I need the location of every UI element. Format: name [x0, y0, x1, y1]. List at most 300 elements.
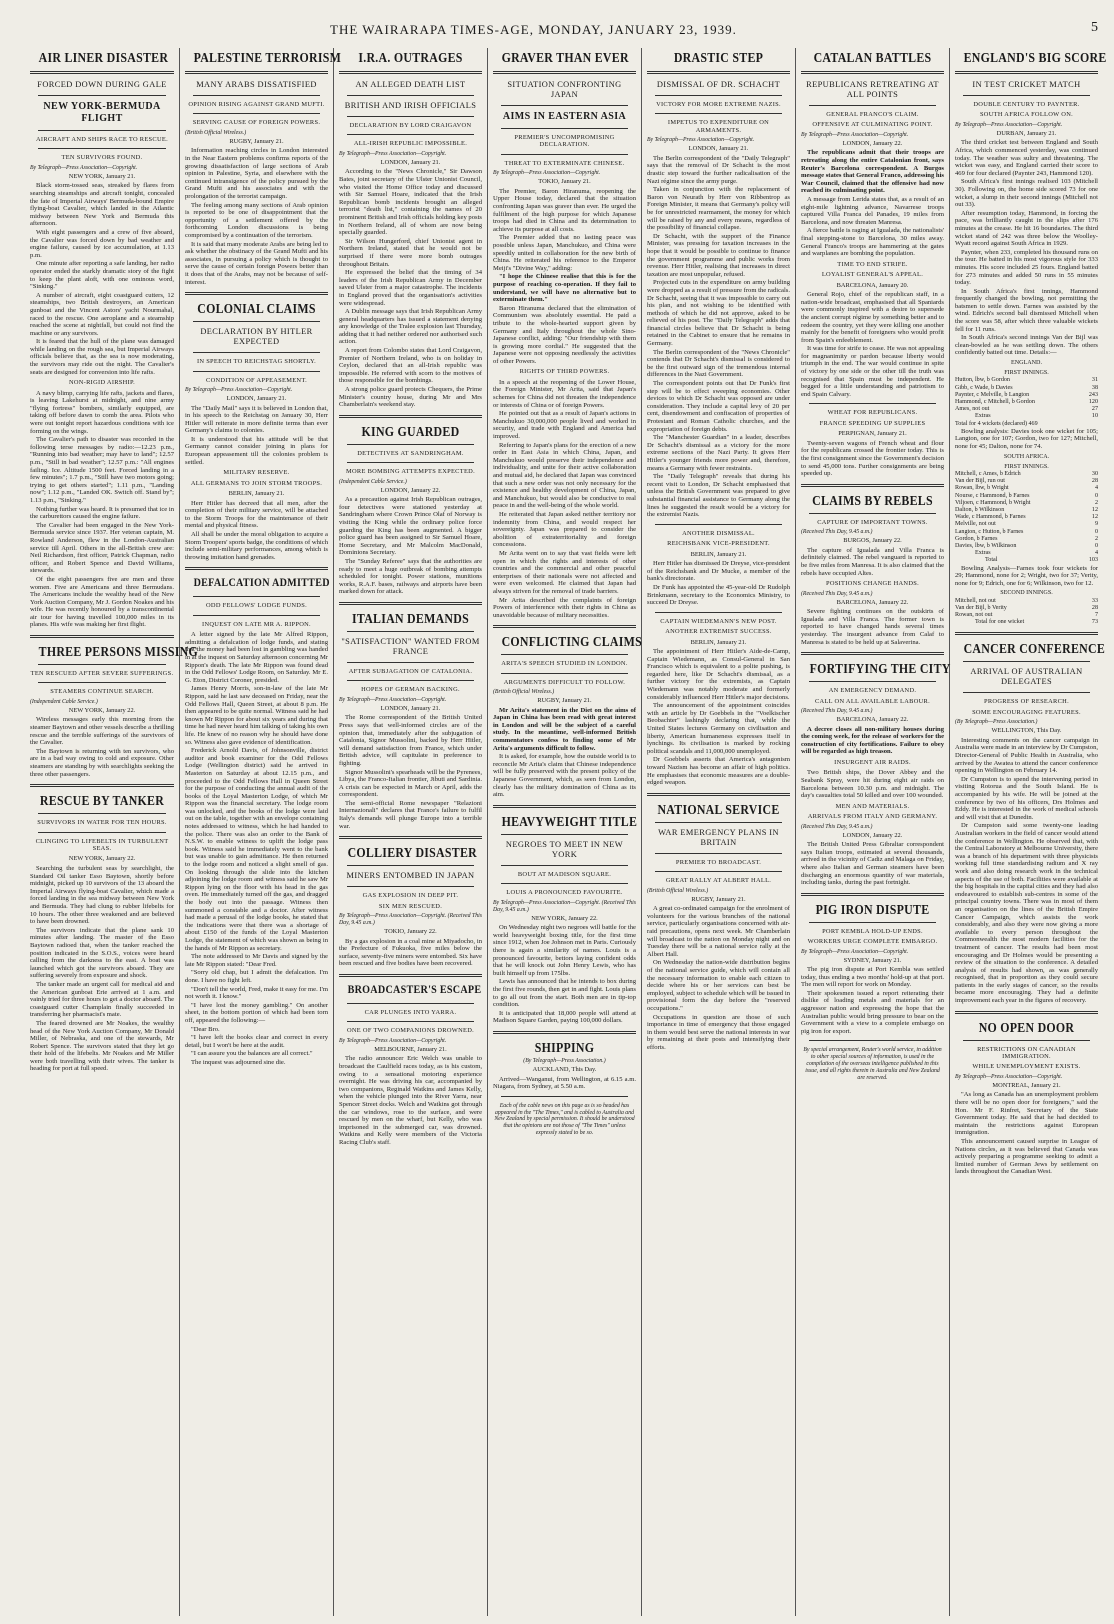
credit-line: By Telegraph—Press Association—Copyright. — [339, 1037, 447, 1044]
dateline: LONDON, January 21. — [380, 158, 441, 166]
headline-broadcasters-escape: BROADCASTER'S ESCAPE — [347, 984, 482, 997]
headline-claims-by-rebels: CLAIMS BY REBELS — [812, 492, 933, 508]
paragraph: "I hope the Chinese realise that this is for the purpose of reaching co-operation. If they fail to understand, we will have no alternative but to exterminate them." — [493, 273, 636, 304]
score-row: Hutton, lbw, b Gordon 31 — [955, 377, 1098, 384]
score-row: Gibb, c Wade, b Davies 38 — [955, 384, 1098, 391]
paragraph: By a gas explosion in a coal mine at Miyadocho, in the Prefecture of Fukuoka, five miles below the surface, seventy-five miners were entombed. Six have been rescued and five bodies have been recovered. — [339, 937, 482, 968]
divider — [38, 664, 166, 665]
divider — [339, 415, 482, 418]
divider — [347, 865, 474, 866]
subhead: LOUIS A PRONOUNCED FAVOURITE. — [506, 889, 623, 897]
headline-pig-iron-dispute: PIG IRON DISPUTE — [815, 901, 930, 917]
subhead: ANOTHER DISMISSAL. — [682, 529, 755, 537]
paragraph: Mr Arita described the complaints of foreign Powers of interference with their rights in China as unavoidable because of military necessities. — [493, 596, 636, 619]
score-row: Wade, c Hammond, b Farnes 12 — [955, 514, 1098, 521]
paragraph: The Rome correspondent of the British United Press says that well-informed circles are of the opinion that, immediately after the subjugation of Catalonia, Signor Mussolini, backed by Herr Hitler, will demand satisfaction from France, which under British advice, will capitulate in preference to fighting. — [339, 714, 482, 767]
divider — [339, 602, 482, 605]
deck: MANY ARABS DISSATISFIED — [196, 80, 317, 89]
divider — [963, 1040, 1090, 1041]
divider — [339, 836, 482, 839]
score-row: Melville, not out 9 — [955, 521, 1098, 528]
divider — [809, 513, 936, 514]
subhead: MEN AND MATERIALS. — [835, 802, 910, 810]
paragraph: Dr Cumpston said some twenty-one leading Australian workers in the field of cancer would attend the conference in Wellington. He observed that, with the Central Laboratory at Melbourne University, there was a branch of his department with three physicists working full time standardising radium and X ray work and also doing research work in the technical aspects of the use of both. Facilities were available at the big hospitals in the capital cities and they had also endeavoured to establish sub-centres in some of the principal country towns. There was in most of them an organisation on the lines of the British Empire Cancer Campaign, which assists the work considerably, and also they were now giving a more available to every person throughout the Commonwealth the most modern facilities for the treatment of cancer. The results had been most encouraging and Dr Holmes would be presenting a review of the situation to the conference. A detailed analysis of results had shown, as was generally recognised, that in proportion as they could secure patients in the early stages of cancer, so the results became more encouraging. They had a definite improvement each year in the figures of recovery. — [955, 822, 1098, 1005]
score-row: Mitchell, not out 33 — [955, 597, 1098, 604]
paragraph: In South Africa's first innings, Hammond frequently changed the bowling, not permitting the batsmen to settle down. Farnes was assisted by the wind. Edrich's second ball dismissed Mitchell when the score was 58, after which three valuable wickets fell for 11 runs. — [955, 287, 1098, 333]
divider — [501, 105, 628, 106]
divider — [347, 134, 474, 135]
deck: DECLARATION BY HITLER EXPECTED — [200, 327, 313, 347]
subhead: HOPES OF GERMAN BACKING. — [361, 686, 460, 694]
paragraph: The "Daily Telegraph" reveals that during his recent visit to London, Dr Schacht emphasised that unless the British Government was prepared to give substantial financial assistance to Germany along the lines he suggested the result would be a victory for the extremist Nazis. — [647, 473, 790, 519]
score-total: Total for 4 wickets (declared) 469 — [955, 420, 1038, 427]
subhead: DETECTIVES AT SANDRINGHAM. — [357, 449, 464, 457]
divider — [193, 596, 320, 597]
paragraph: Projected cuts in the expenditure on army building were dropped as a result of pressure from the radicals. Dr Schacht, seeing that it was impossible to carry out his plan, and not wishing to be identified with methods of which he did not approve, asked to be relieved of his post. The "Daily Telegraph" adds that financial circles believe that Dr Schacht is being retained in the Cabinet to ensure that he remains in Germany. — [647, 279, 790, 348]
paragraph: Lewis has announced that he intends to box during the first five rounds, then get in and fight. Louis plans to go all out from the start. Both men are in tip-top condition. — [493, 978, 636, 1009]
subhead: CONDITION OF APPEASEMENT. — [206, 376, 307, 384]
subhead: GREAT RALLY AT ALBERT HALL. — [665, 877, 772, 885]
paragraph: In a speech at the reopening of the Lower House, the Foreign Minister, Mr Arita, said that Japan's schemes for China did not threaten the independence or interests of China or of foreign Powers. — [493, 378, 636, 409]
divider — [801, 71, 944, 74]
subhead: ALL-IRISH REPUBLIC IMPOSSIBLE. — [353, 140, 468, 148]
credit-line: By Telegraph—Press Association—Copyright. — [801, 131, 909, 138]
subhead: STEAMERS CONTINUE SEARCH. — [50, 688, 154, 696]
column-3 — [333, 48, 487, 1616]
credit-line: (Independent Cable Service.) — [30, 698, 98, 705]
score-row: Nourse, c Hammond, b Farnes 0 — [955, 492, 1098, 499]
subhead: CALL ON ALL AVAILABLE LABOUR. — [814, 697, 931, 705]
dateline: TOKIO, January 22. — [384, 928, 437, 936]
dateline: BURGOS, January 22. — [843, 537, 902, 545]
paragraph: Signor Mussolini's spearheads will be the Pyrenees, Libya, the Franco-Italian frontier, Jibuti and Sardinia. A crisis can be expected in March or April, adds the correspondent. — [339, 768, 482, 799]
paragraph: A fierce battle is raging at Igualada, the nationalists' final stepping-stone to Barcelona, 30 miles away. General Franco's troops are hammering at the gates and warplanes are bombing the population. — [801, 227, 944, 258]
paragraph: It is asked, for example, how the outside world is to reconcile Mr Arita's claim that Chinese independence will be fully preserved with the present policy of the Japanese Government, which, as seen from London, clearly has the military domination of China as its aim. — [493, 753, 636, 799]
paragraph: This announcement caused surprise in League of Nations circles, as it was believed that Canada was actively preparing a programme seeking to admit a limited number of German Jews by settlement on lands throughout the Canadian West. — [955, 1138, 1098, 1176]
paragraph: Wireless messages early this morning from the steamer Baytown and other vessels describe a thrilling rescue and the terrible sufferings of the survivors of the Cavalier. — [30, 716, 174, 747]
subhead: CAPTAIN WIEDEMANN'S NEW POST. — [660, 617, 777, 625]
divider — [347, 444, 474, 445]
deck: MINERS ENTOMBED IN JAPAN — [346, 871, 475, 881]
dateline: DURBAN, January 21. — [996, 129, 1057, 137]
paragraph: Arrived—Wanganui, from Wellington, at 6.15 a.m. Niagara, from Sydney, at 5.50 a.m. — [493, 1075, 636, 1091]
divider — [963, 692, 1090, 693]
divider — [30, 635, 174, 638]
paragraph: Their spokesmen issued a report reiterating their dislike of loading metals and materials for an aggressor nation and expressing the hope that the Australian public would bring pressure to bear on the Government with a view to a complete embargo on pig iron for export. — [801, 989, 944, 1035]
reuters-note: By special arrangement, Reuter's world service, in addition to other special sources of information, is used in the compilation of the overseas intelligence published in this issue, and all rights therein in Australia and New Zealand are reserved. — [803, 1047, 942, 1081]
paragraph: It is feared that the hull of the plane was damaged while landing on the rough sea, but Imperial Airways officials believe that, as the sea is now moderating, the survivors may ride out the night. The Cavalier's seats are designed for conversion into life rafts. — [30, 338, 174, 376]
paragraph: "Dear Bro. — [191, 1025, 220, 1033]
paragraph: The Premier, Baron Hiranuma, reopening the Upper House today, declared that the situation confronting Japan was graver than ever. He urged the fulfilment of the high purpose for which Japanese troops had died in China and its determination to achieve its purpose at all costs. — [493, 187, 636, 233]
headline-colliery-disaster: COLLIERY DISASTER — [347, 845, 477, 861]
subhead: ODD FELLOWS' LODGE FUNDS. — [206, 602, 307, 610]
headline-heavyweight-title: HEAVYWEIGHT TITLE — [501, 813, 638, 829]
divider — [38, 682, 166, 683]
paragraph: The "Sunday Referee" says that the authorities are ready to meet a huge outbreak of bombing attempts scheduled for tonight. Power stations, munitions works, R.A.F. bases, railways and airports have been marked down for attack. — [339, 557, 482, 596]
paragraph: It is said that many moderate Arabs are being led to ask whether the obstinacy of the Grand Mufti and his associates, in pursuing a policy which is thought to serve the cause of certain foreign Powers better than it does that of the Arabs, may not be because of self-interest. — [185, 240, 328, 286]
divider — [809, 105, 936, 106]
credit-line: By Telegraph—Press Association—Copyright. — [801, 948, 909, 955]
divider — [655, 822, 782, 823]
paragraph: Of the eight passengers five are men and three women. Five are Americans and three Bermudans. The Americans include the wealthy head of the New York Auction Company, Mr J. Gordon Noakes and his wife. He was recently honoured by a transcontinental air tour for having travelled 100,000 miles in its planes. His wife was making her first flight. — [30, 575, 174, 629]
score-row: Hammond, c Mitchell, b Gordon 120 — [955, 399, 1098, 406]
divider — [655, 524, 782, 525]
subhead: ONE OF TWO COMPANIONS DROWNED. — [346, 1027, 475, 1035]
dateline: NEW YORK, January 22. — [531, 914, 598, 922]
subhead: DECLARATION BY LORD CRAIGAVON — [349, 122, 472, 129]
subhead: REICHSBANK VICE-PRESIDENT. — [667, 540, 770, 548]
paragraph: The Berlin correspondent of the "Daily Telegraph" says that the removal of Dr Schacht is the most drastic step toward the further radicalisation of the Nazi régime since the army purge. — [647, 154, 790, 185]
divider — [493, 1031, 636, 1034]
divider — [347, 1021, 474, 1022]
credit-line: By Telegraph—Press Association—Copyright. — [647, 137, 755, 144]
divider — [655, 113, 782, 114]
score-row: Viljoen, c Hammond, b Wright 2 — [955, 499, 1098, 506]
divider — [347, 116, 474, 117]
paragraph: He expressed the belief that the timing of 34 leaders of the Irish Republican Army in December saved Ulster from a major catastrophe. The incidents in England proved that the organisation's activities were widespread. — [339, 269, 482, 307]
paragraph: The Berlin correspondent of the "News Chronicle" contends that Dr Schacht's dismissal is considered to be the first outward sign of the tremendous internal differences in the Nazi Government. — [647, 348, 790, 379]
column-6 — [795, 48, 949, 1616]
dateline: WELLINGTON, This Day. — [991, 727, 1062, 735]
paragraph: James Henry Morris, son-in-law of the late Mr Rippon, said he last saw deceased on Friday, near the Odd Fellows Hall, Queen Street, at about 8 p.m. He then appeared to be quite normal. Witness said he had known Mr Rippon for about six years and during that time he had never heard him talking of taking his own life. He knew of no reason why he should have done so. Witness also gave evidence of identification. — [185, 685, 328, 746]
masthead — [0, 0, 1114, 38]
dateline: LONDON, January 22. — [842, 831, 903, 839]
copyright-note: Each of the cable news on this page as is so headed has appeared in the "The Times," and is cabled to Australia and New Zealand by special permission. It should be understood that the opinions are not those of "The Times" unless expressly stated to be so. — [494, 1102, 635, 1136]
paragraph: The tanker made an urgent call for medical aid and the American gunboat Erie arrived at 1 a.m. and vainly tried for three hours to get a doctor aboard. The coastguard cutter Champlain finally succeeded in transferring her pharmacist's mate. — [30, 980, 174, 1019]
paragraph: Dr Goebbels asserts that America's antagonism toward Nazism has become an affair of high politics. He emphasises that economic measures are a double-edged weapon. — [647, 756, 790, 787]
divider — [38, 813, 166, 814]
dateline: MELBOURNE, January 21. — [374, 1045, 447, 1053]
divider — [655, 612, 782, 613]
scorecard-heading: SOUTH AFRICA. — [1003, 453, 1050, 460]
subhead: ARGUMENTS DIFFICULT TO FOLLOW. — [503, 678, 626, 686]
subhead: AIRCRAFT AND SHIPS RACE TO RESCUE. — [35, 136, 168, 143]
paragraph: "I have left the books clear and correct in every detail, but I won't be here at the audit. — [185, 1034, 328, 1049]
dateline: BERLIN, January 21. — [228, 490, 285, 498]
page-number: 5 — [1091, 20, 1098, 35]
paragraph: Bowling analysis: Davies took one wicket for 105; Langton, one for 107; Gordon, two for 127; Mitchell, none for 45; Dalton, none for 74. — [955, 427, 1098, 451]
subhead: ARRIVALS FROM ITALY AND GERMANY. — [807, 813, 938, 821]
score-row: Ames, not out 27 — [955, 406, 1098, 413]
dateline: NEW YORK, January 21. — [68, 172, 136, 180]
paragraph: Occupations in question are those of such importance in time of emergency that those engaged in them would best serve the national interests in war by remaining at their posts and intensifying their efforts. — [647, 1013, 790, 1051]
paragraph: A decree closes all non-military houses during the coming week, for the release of workers for the construction of city fortifications. Failure to obey will be regarded as high treason. — [801, 725, 944, 756]
deck: AIMS IN EASTERN ASIA — [502, 111, 627, 122]
divider — [809, 403, 936, 404]
headline-catalan-battles: CATALAN BATTLES — [813, 50, 932, 65]
dateline: BERLIN, January 21. — [690, 638, 747, 646]
paragraph: A message from Lerida states that, as a result of an eight-mile lightning advance, Navarrese troops captured Villa Franca del Panades, 19 miles from Barcelona, and now threaten Manresa. — [801, 195, 944, 226]
dateline: BARCELONA, January 22. — [836, 598, 909, 606]
divider — [655, 871, 782, 872]
deck: FORCED DOWN DURING GALE — [37, 80, 167, 89]
credit-line: By Telegraph—Press Association—Copyright. — [30, 164, 138, 171]
paragraph: According to the "News Chronicle," Sir Dawson Bates, joint secretary of the Ulster Unionist Council, who visited the Home Office today and discussed with Sir Samuel Hoare, indicated that the Irish Republican bomb incidents brought an alleged terrorist "death list," containing the names of 20 prominent British and Irish officials holding key posts in Northern Ireland, all of whom are now being specially guarded. — [339, 168, 482, 237]
credit-line: By Telegraph—Press Association—Copyright. — [955, 121, 1063, 128]
credit-line: By Telegraph—Press Association—Copyright. — [185, 386, 293, 393]
paragraph: General Rojo, chief of the republican staff, in a nation-wide broadcast, emphasised that all Spaniards were commonly inspired with a desire to supersede the ancient corrupt régime by something better and to redeem the country, yet they were killing one another mainly for the benefit of foreigners who would profit from Spain's enfeeblement. — [801, 291, 944, 344]
scorecard-heading: ENGLAND. — [1011, 360, 1042, 367]
paragraph: The "Daily Mail" says it is believed in London that, in his speech to the Reichstag on January 30, Herr Hitler will reiterate in more definite terms than ever Germany's claims to colonies. — [185, 404, 328, 435]
paragraph: Referring to Japan's plans for the erection of a new order in East Asia in which China, Japan, and Manchukuo would preserve their independence and individuality, and unite for their active collaboration and mutual aid, he declared that Japan was convinced that such a new order was not only necessary for the existence and healthy development of China, Japan, and Manchukuo, but would also be conducive to real peace in and the well-being of the whole world. — [493, 441, 636, 510]
divider — [655, 95, 782, 96]
score-row: Rowan, lbw, b Wright 4 — [955, 485, 1098, 492]
divider — [185, 71, 328, 74]
paragraph: It was time for strife to cease. He was not appealing for magnanimity or pardon because liberty would triumph in the end. The war would continue in spite of victory by one side or the other till the truth was recognised that Spain must be independent. He begged for a little understanding and patriotism to end Spain Calvary. — [801, 345, 944, 398]
dateline: RUGBY, January 21. — [537, 697, 592, 705]
paragraph: The note addressed to Mr Davis and signed by the late Mr Rippon stated: "Dear Fred. — [185, 953, 328, 968]
paragraph: The Baytown is returning with ten survivors, who are in a bad way owing to cold and exposure. Other steamers are standing by with searchlights seeking the three other passengers. — [30, 747, 174, 778]
credit-line: (British Official Wireless.) — [493, 689, 555, 696]
paragraph: "As long as Canada has an unemployment problem there will be no open door for foreigners," said the Hon. Mr F. Rinfret, Secretary of the State Government today. He said that he had decided to maintain the restrictions against European immigration. — [955, 1091, 1098, 1137]
paragraph: Sir Wilson Hungerford, chief Unionist agent in Northern Ireland, stated that he would not be surprised if there were more bomb outrages throughout Britain. — [339, 237, 482, 268]
paragraph: All shall be under the moral obligation to acquire a Storm Troopers' sports badge, the conditions of which include semi-military performances, among which is throwing imitation hand grenades. — [185, 531, 328, 561]
credit-line: (British Official Wireless.) — [185, 129, 247, 136]
credit-line: (By Telegraph—Press Association.) — [523, 1057, 606, 1064]
subhead: POSITIONS CHANGE HANDS. — [825, 580, 919, 588]
subhead: IMPETUS TO EXPENDITURE ON ARMAMENTS. — [667, 119, 770, 134]
paragraph: Mr Arita went on to say that vast fields were left open in which the rights and interests of other countries and the commercial and other peaceful enterprises of their nationals were not affected and were even welcomed. He claimed that Japan had always striven for the removal of trade barriers. — [493, 549, 636, 595]
score-row: Mitchell, c Ames, b Edrich 30 — [955, 471, 1098, 478]
divider — [501, 834, 628, 835]
paragraph: Dr Schacht, with the support of the Finance Minister, was pressing for taxation increases in the hope that it would be possible to continue to finance the government programme and public works from revenue. Herr Hitler, realising that increases in direct taxation are most unpopular, refused. — [647, 232, 790, 278]
headline-conflicting-claims: CONFLICTING CLAIMS — [501, 634, 642, 650]
divider — [501, 154, 628, 155]
subhead: INSURGENT AIR RAIDS. — [834, 758, 911, 766]
paragraph: Interesting comments on the cancer campaign in Australia were made in an interview by Dr Cumpston, Director-General of Public Health in Australia, who arrived by the Awatea to attend the cancer conference opening in Wellington on February 14. — [955, 736, 1099, 775]
paragraph: The pig iron dispute at Port Kembla was settled today, thus ending a two months' hold-up at that port. The men will report for work on Monday. — [801, 966, 944, 989]
paragraph: Frederick Arnold Davis, of Johnsonville, district auditor and book examiner for the Odd Fellows Lodge (Wellington district) said he arrived in Masterton on Saturday at about 12.15 p.m., and proceeded to the Odd Fellows Hall in Queen Street for the purpose of conducting the annual audit of the books of the Loyal Masterton Lodge, of which Mr Rippon was the financial secretary. The lodge room was unlocked, and the books of the lodge were laid out on the table, together with an envelope containing notes addressed to witness, which he had handed to the police. There was also an order to the Bank of N.S.W. to enable witness to uplift the lodge pass book. Witness said he immediately went to the bank but was unable to gain admittance. He then returned to the lodge room and noticed a slight smell of gas. On looking through the slide into the kitchen adjoining the lodge room and witness said he saw Mr Rippon lying on the floor with his head in the gas oven. He immediately turned off the gas, and dragged the body out into the passage. Witness then summoned a constable and a doctor. After witness had made a perusal of the lodge books, he stated that the indications were that there was a shortage of about £150 of the funds of the Loyal Masterton Lodge, the statement of which was shown as being in the hands of Mr Rippon as secretary. — [185, 747, 328, 952]
credit-line: By Telegraph—Press Association—Copyright. (Received This Day, 9.45 a.m.) — [493, 899, 636, 913]
paragraph: Twenty-seven wagons of French wheat and flour for the republicans crossed the frontier today. This is the first consignment since the Government's decision to send 45,000 tons. Further consignments are being speeded up. — [801, 439, 944, 478]
subhead: OFFENSIVE AT CULMINATING POINT. — [812, 121, 933, 129]
paragraph: On Wednesday night two negroes will battle for the world heavyweight boxing title, for the first time since 1912, when Joe Johnson met in Paris. Curiously there is again a similarity of names. Louis is a pronounced favourite, bettors laying confident odds that he will knock out John Henry Lewis, who has built himself up from 175lbs. — [493, 924, 636, 977]
subhead: ALL GERMANS TO JOIN STORM TROOPS. — [190, 479, 323, 487]
dateline: MONTREAL, January 21. — [992, 1081, 1061, 1089]
credit-line: (Independent Cable Service.) — [339, 478, 407, 485]
paragraph: One minute after reporting a safe landing, her radio operator ended the starkly dramatic story of the fight to keep the plant aloft, with one ominous word, "Sinking." — [30, 260, 174, 291]
paragraph: The radio announcer Eric Welch was unable to broadcast the Caulfield races today, as is his custom, owing to a sensational motoring experience overnight. He was driving his car, accompanied by two companions, Reginald Watkins and James Kelly, when the vehicle plunged into the River Yarra, near Spencer Street docks. Welch and Watkins got through the car windows, rose to the surface, and were rescued by men on the wharf, but Kelly, who was imprisoned in the submerged car, was drowned. Watkins and Kelly were members of the Victoria Racing Club's staff. — [339, 1055, 482, 1146]
subhead: LOYALIST GENERAL'S APPEAL. — [821, 271, 924, 279]
paragraph: Severe fighting continues on the outskirts of Igualada and Villa Franca. The former town is reported to have changed hands several times yesterday. The insurgent advance from Calaf to Manresa is stated to be held up at Salaverina. — [801, 608, 944, 646]
subhead: SERVING CAUSE OF FOREIGN POWERS. — [192, 119, 321, 127]
paragraph: The Cavalier had been engaged in the New York-Bermuda service since 1937. Her veteran captain, M. Rowland Anderson, flew in the London-Australian service till April. Others in the all-British crew are: Neil Richardson, first officer, Patrick Chapman, radio officer, and Robert Spence and David Williams, stewards. — [30, 521, 174, 575]
subhead: SOME ENCOURAGING FEATURES. — [972, 708, 1081, 716]
subhead: ANOTHER EXTREMIST SUCCESS. — [665, 628, 772, 636]
headline-ira-outrages: I.R.A. OUTRAGES — [358, 50, 463, 65]
subhead: NON-RIGID AIRSHIP. — [68, 379, 136, 387]
paragraph: A letter signed by the late Mr Alfred Rippon, admitting a defalcation of lodge funds, and stating that the money had been lost in gambling was handed in at the inquest on Saturday afternoon concerning Mr Rippon's death. The late Mr Rippon was found dead in the Odd Fellows' Lodge Room, on Saturday. Mr E. G. Eton, District Coroner, presided. — [185, 631, 328, 684]
credit-line: (Received This Day, 9.45 a.m.) — [801, 529, 873, 536]
divider — [347, 662, 474, 663]
scorecard-subheading: FIRST INNINGS. — [1004, 370, 1049, 377]
paragraph: The inquest was adjourned sine die. — [191, 1058, 286, 1066]
scorecard — [955, 590, 1098, 626]
score-row: Langton, c Hutton, b Farnes 0 — [955, 528, 1098, 535]
paragraph: The republicans admit that their troops are retreating along the entire Catalonian front, says Reuter's Barcelona correspondent. A Burgos message states that General Franco, addressing his War Council, claimed that the offensive had now reached its culminating point. — [801, 149, 944, 195]
headline-three-persons-missing: THREE PERSONS MISSING — [38, 644, 199, 660]
divider — [647, 71, 790, 74]
dateline: BERLIN, January 21. — [690, 550, 747, 558]
subhead: GENERAL FRANCO'S CLAIM. — [826, 111, 919, 118]
subhead: CLINGING TO LIFEBELTS IN TURBULENT SEAS. — [35, 837, 169, 853]
divider — [185, 292, 328, 295]
paragraph: The appointment of Herr Hitler's Aide-de-Camp, Captain Wiedemann, as Consul-General in San Francisco which is equivalent to a polite pushing, is regarded here, like Dr Schacht's dismissal, as a further victory for the extremists, as Captain Wiedemann was notably moderate and formerly considerably influenced Herr Hitler's major decisions. — [647, 648, 790, 701]
subhead: WHEAT FOR REPUBLICANS. — [827, 409, 918, 417]
column-1 — [25, 48, 199, 1616]
paragraph: "I can assure you the balances are all correct." — [191, 1050, 313, 1058]
subhead: AFTER SUBJAGATION OF CATALONIA. — [348, 667, 473, 675]
paragraph: After resumption today, Hammond, in forcing the pace, was brilliantly caught in the slips after 176 minutes at the crease. He hit 16 boundaries. The third wicket stand of 242 was three below the Woolley-Wyatt record against South Africa in 1929. — [955, 209, 1098, 248]
columns — [25, 48, 1105, 1616]
subhead: PREMIER'S UNCOMPROMISING DECLARATION. — [514, 134, 615, 149]
divider — [38, 832, 166, 833]
subhead: PROGRESS OF RESEARCH. — [984, 698, 1069, 706]
paragraph: The third cricket test between England and South Africa, which commenced yesterday, was continued today. The weather was sultry and threatening. The wicket was easy, and England carried their score to 469 for four declared (Paynter 243, Hammond 120). — [955, 139, 1098, 177]
paragraph: A navy blimp, carrying life rafts, jackets and flares, is leaving Lakehurst at midnight, and nine army "flying fortress" bombers, similarly equipped, are taking off before dawn to comb the area. Pilots who were out tonight report hazardous conditions with ice forming on the wings. — [30, 389, 174, 435]
divider — [38, 148, 166, 149]
divider — [809, 922, 936, 923]
score-row: Extras 4 — [975, 550, 1098, 557]
paragraph: The British United Press Gibraltar correspondent says Italian troops, estimated at several thousands, arrived in the vicinity of Cadiz and Malaga on Friday, where also Italian and German steamers have been discharging an enormous quantity of war materials, including tanks, during the past fortnight. — [801, 841, 944, 887]
divider — [501, 883, 628, 884]
paragraph: The Cavalier's path to disaster was recorded in the following terse messages by radio:—12.23 p.m., "Running into bad weather; may have to land"; 12.57 p.m., "Still in bad weather"; 12.57 p.m.: "All engines failing. Ice. Altitude 1500 feet. Forced landing in a few minutes"; 1.7 p.m., "Still have two motors going; trying to get others started"; 1.11 p.m., "Landing now"; 1.12 p.m., "Landed OK. Switch off. Stand by"; 1.13 p.m., "Sinking." — [30, 436, 174, 504]
credit-line: (Received This Day, 9.45 a.m.) — [801, 707, 873, 714]
divider — [963, 95, 1090, 96]
subhead: AN EMERGENCY DEMAND. — [828, 687, 917, 695]
paragraph: Dr Cumpston is to spend the intervening period in visiting Rotorua and the South Island. He is accompanied by his wife. He will be joined at the conference by two of his officers, Drs Holmes and Eddy. He is interested in the work of medical schools and will visit that at Dunedin. — [955, 775, 1098, 821]
divider — [38, 95, 166, 96]
paragraph: Bowling Analysis—Farnes took four wickets for 29; Hammond, none for 2; Wright, two for 37; Verity, none for 9; Edrich, one for 6; Wilkinson, two for 12. — [955, 564, 1098, 587]
divider — [185, 567, 328, 570]
paragraph: The "Manchester Guardian" in a leader, describes Dr Schacht's dismissal as a victory for the more extreme sections of the Nazi Party. It gives Herr Hitler's younger friends more power and, therefore, means a Germany with fewer restraints. — [647, 434, 790, 472]
credit-line: By Telegraph—Press Association—Copyright. — [955, 1073, 1063, 1080]
paragraph: He pointed out that as a result of Japan's actions in Manchukuo 30,000,000 people lived and worked in security, and trade with England and America had improved. — [493, 410, 636, 441]
paragraph: "Sorry old chap, but I admit the defalcation. I'm done. I have no fight left. — [185, 969, 328, 984]
credit-line: By Telegraph—Press Association—Copyright. (Received This Day, 9.45 a.m.) — [339, 913, 482, 927]
paragraph: On Wednesday the nation-wide distribution begins of the national service guide, which will contain all the necessary information to enable each citizen to decide where his or her services can best be employed, subject to schedule which will be issued in provisional form the day before the "reserved occupations." — [647, 959, 790, 1012]
deck: SITUATION CONFRONTING JAPAN — [507, 80, 622, 99]
subhead: GAS EXPLOSION IN DEEP PIT. — [362, 892, 459, 900]
credit-line: (British Official Wireless.) — [647, 887, 709, 894]
headline-graver-than-ever: GRAVER THAN EVER — [501, 50, 629, 65]
dateline: LONDON, January 21. — [380, 704, 441, 712]
credit-line: By Telegraph—Press Association—Copyright. — [339, 696, 447, 703]
deck: WAR EMERGENCY PLANS IN BRITAIN — [658, 827, 779, 847]
dateline: PERPIGNAN, January 21. — [838, 430, 907, 438]
score-row: Gordon, b Farnes 2 — [955, 535, 1098, 542]
paragraph: Mr Arita's statement in the Diet on the aims of Japan in China has been read with great interest in London and will be the subject of a careful study. In the meantime, well-informed British commentators confess to finding some of Mr Arita's arguments difficult to follow. — [493, 706, 636, 752]
scorecard-subheading: SECOND INNINGS. — [1000, 590, 1053, 597]
paragraph: Nothing further was heard. It is presumed that ice in the carburettors caused the engine failure. — [30, 505, 174, 521]
divider — [647, 793, 790, 796]
deck: "SATISFACTION" WANTED FROM FRANCE — [341, 636, 480, 656]
divider — [339, 71, 482, 74]
subhead: THREAT TO EXTERMINATE CHINESE. — [504, 159, 625, 167]
paragraph: A report from Colombo states that Lord Craigavon, Premier of Northern Ireland, who is on holiday in Ceylon, declared that an all-Irish republic was impossible. He referred with scorn to the motives of those responsible for the bombings. — [339, 347, 482, 385]
scorecard — [955, 454, 1098, 565]
deck: IN TEST CRICKET MATCH — [972, 80, 1081, 89]
score-total: Total 103 — [985, 557, 1098, 564]
score-total: Total for one wicket 73 — [975, 619, 1098, 626]
paragraph: The semi-official Rome newspaper "Relazioni Internazionali" declares that France's failure to fulfil Italy's demands will plunge Europe into a terrible war. — [339, 799, 482, 830]
credit-line: By Telegraph—Press Association—Copyright. — [493, 170, 601, 177]
headline-no-open-door: NO OPEN DOOR — [978, 1019, 1075, 1035]
paragraph: Paynter, when 233, completed his thousand runs on the tour. He batted in his most vigorous style for 333 minutes. His score included 25 fours. England batted for 273 minutes and added 50 runs in 55 minutes today. — [955, 248, 1098, 287]
subhead: VICTORY FOR MORE EXTREME NAZIS. — [656, 101, 781, 108]
dateline: LONDON, January 21. — [688, 145, 749, 153]
paragraph: South Africa's first innings realised 103 (Mitchell 30). Following on, the home side scored 73 for one wicket, a slump in their second innings (Mitchell not out 33). — [955, 178, 1098, 209]
divider — [501, 128, 628, 129]
score-row: Davies, lbw, b Wilkinson 0 — [955, 543, 1098, 550]
divider — [347, 462, 474, 463]
subhead: SOUTH AFRICA FOLLOW ON. — [979, 111, 1074, 119]
divider — [501, 1096, 628, 1097]
column-2 — [179, 48, 342, 1616]
paragraph: He reiterated that Japan asked neither territory nor indemnity from China, and would respect her sovereignty. Japan was prepared to consider the abolition of extraterritoriality and foreign concessions. — [493, 510, 636, 549]
divider — [347, 95, 474, 96]
paragraph: Baron Hiranuma declared that the elimination of Communism was absolutely essential. He paid a tribute to the whole-hearted support given by Germany and Italy throughout the whole Sino-Japanese conflict, adding: "Our friendship with them is growing more cordial." He suggested that the Japanese were not opposing needlessly the activities of other Powers. — [493, 304, 636, 365]
paragraph: A strong police guard protects Chequers, the Prime Minister's country house, during Mr and Mrs Chamberlain's weekend stay. — [339, 386, 482, 409]
divider — [955, 632, 1098, 635]
subhead: PREMIER TO BROADCAST. — [675, 858, 762, 866]
paragraph: "Don't tell the world, Fred, make it easy for me. I'm not worth it. I know." — [185, 985, 328, 1001]
paragraph: Taken in conjunction with the replacement of Baron von Neurath by Herr von Ribbentrop as Foreign Minister, it means that Germany's policy will be for unrestricted rearmament, the money for which will be raised by any and every means, regardless of the possibility of financial collapse. — [647, 186, 790, 232]
dateline: BARCELONA, January 20. — [836, 281, 909, 289]
dateline: TOKIO, January 21. — [538, 178, 591, 186]
divider — [801, 484, 944, 487]
subhead: DOUBLE CENTURY TO PAYNTER. — [973, 101, 1080, 108]
paragraph: The feared drowned are Mr Noakes, the wealthy head of the New York Auction Company, Mr Donald Miller, of Nebraska, and one of the stewards, Mr Robert Spence. The survivors stated that they let go their hold of the lifebelts. Mr Noakes and Mr Miller were both travelling with their wives. The tanker is heading for port at full speed. — [30, 1019, 174, 1073]
headline-italian-demands: ITALIAN DEMANDS — [352, 610, 469, 626]
headline-cancer-conference: CANCER CONFERENCE — [963, 641, 1106, 657]
headline-national-service: NATIONAL SERVICE — [657, 801, 780, 817]
subhead: TIME TO END STRIFE. — [837, 260, 908, 268]
scorecard — [955, 360, 1098, 428]
divider — [339, 974, 482, 977]
subhead: RESTRICTIONS ON CANADIAN IMMIGRATION. — [977, 1045, 1076, 1061]
subhead: RIGHTS OF THIRD POWERS. — [519, 368, 610, 376]
column-4 — [487, 48, 641, 1616]
divider — [501, 865, 628, 866]
divider — [347, 886, 474, 887]
deck: AN ALLEGED DEATH LIST — [355, 80, 466, 89]
deck: REPUBLICANS RETREATING AT ALL POINTS — [806, 80, 939, 99]
headline-colonial-claims: COLONIAL CLAIMS — [197, 301, 316, 317]
dateline: RUGBY, January 21. — [229, 137, 284, 145]
divider — [193, 113, 320, 114]
divider — [493, 625, 636, 628]
paragraph: The capture of Igualada and Villa Franca is definitely claimed. The rebel vanguard is reported to be five miles from Manresa. It is also claimed that the rebels have occupied Altes. — [801, 546, 944, 577]
subhead: SURVIVORS IN WATER FOR TEN HOURS. — [37, 819, 167, 827]
divider — [193, 352, 320, 353]
divider — [193, 321, 320, 322]
divider — [30, 71, 174, 74]
subhead: MORE BOMBING ATTEMPTS EXPECTED. — [346, 468, 475, 476]
divider — [501, 654, 628, 655]
dateline: AUCKLAND, This Day. — [532, 1065, 597, 1073]
paragraph: The feeling among many sections of Arab opinion is reported to be one of disappointment that the opportunity of a settlement offered by the forthcoming London discussions is being compromised by a continuation of the terrorism. — [185, 201, 328, 239]
subhead: WORKERS URGE COMPLETE EMBARGO. — [807, 938, 938, 946]
divider — [493, 71, 636, 74]
divider — [963, 661, 1090, 662]
subhead: INQUEST ON LATE MR A. RIPPON. — [202, 620, 311, 628]
divider — [193, 95, 320, 96]
divider — [347, 631, 474, 632]
credit-line: (Received This Day, 9.45 a.m.) — [801, 590, 873, 597]
paragraph: The survivors indicate that the plane sank 10 minutes after landing. The master of the Esso Baytown radioed that, when the tanker reached the position indicated in the S.O.S., voices were heard calling from the darkness to the east. A boat was launched which got the survivors aboard. They are suffering severely from exposure and shock. — [30, 926, 174, 980]
divider — [801, 652, 944, 655]
